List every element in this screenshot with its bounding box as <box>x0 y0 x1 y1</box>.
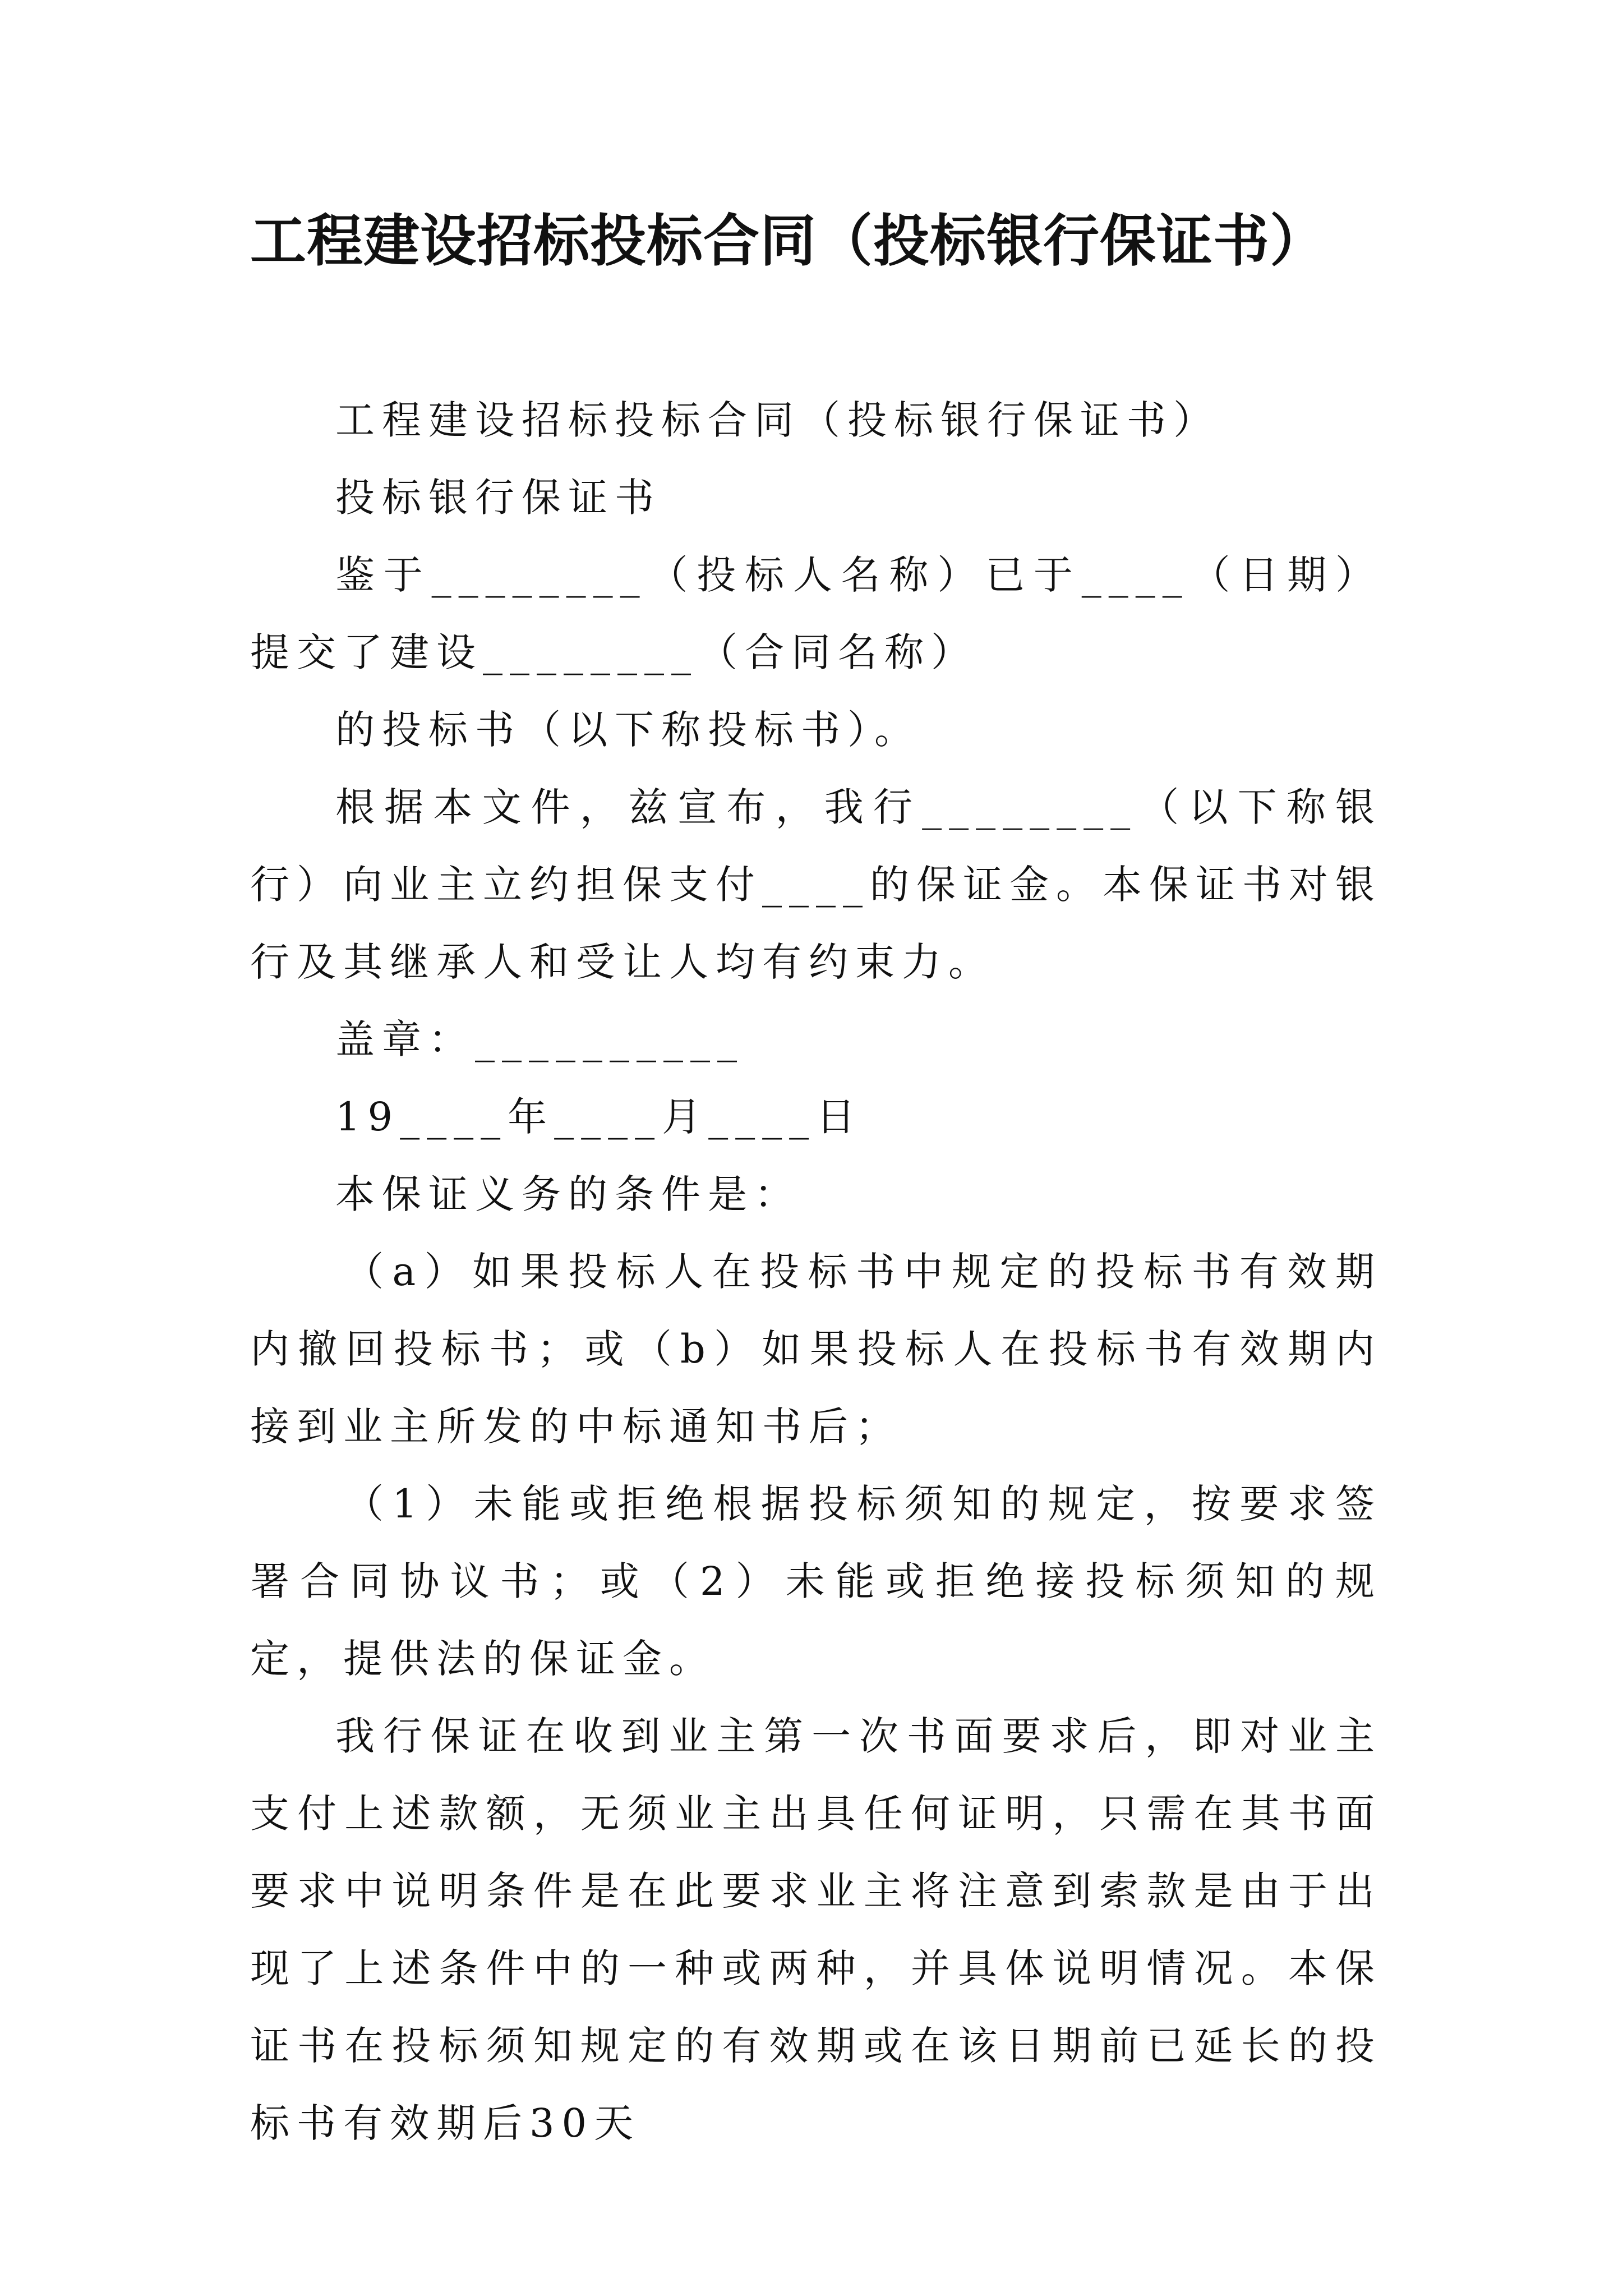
document-body <box>250 381 1382 2162</box>
document-title: 工程建设招标投标合同（投标银行保证书） <box>250 208 1326 274</box>
paragraph-condition-1-2: （1）未能或拒绝根据投标须知的规定，按要求签署合同协议书；或（2）未能或拒绝接投标须知的规定，提供法的保证金。 <box>250 1481 1382 1682</box>
paragraph-guarantee-terms: 我行保证在收到业主第一次书面要求后，即对业主支付上述款额，无须业主出具任何证明，只需在其书面要求中说明条件是在此要求业主将注意到索款是由于出现了上述条件中的一种或两种，并具体说明情况。本保证书在投标须知规定的有效期或在该日期前已延长的投标书有效期后30天 <box>250 1713 1382 2146</box>
paragraph-date: 19____年____月____日 <box>335 1094 863 1140</box>
paragraph-heading-repeat: 工程建设招标投标合同（投标银行保证书） <box>335 397 1220 443</box>
paragraph-seal: 盖章：__________ <box>335 1016 744 1062</box>
paragraph-condition-a-b: （a）如果投标人在投标书中规定的投标书有效期内撤回投标书；或（b）如果投标人在投标书有效期内接到业主所发的中标通知书后； <box>250 1249 1382 1450</box>
paragraph-bid-reference: 的投标书（以下称投标书）。 <box>335 707 921 753</box>
paragraph-subtitle: 投标银行保证书 <box>335 475 661 521</box>
paragraph-whereas: 鉴于________（投标人名称）已于____（日期）提交了建设________（合同名称） <box>250 552 1382 675</box>
paragraph-declaration: 根据本文件，兹宣布，我行________（以下称银行）向业主立约担保支付____的保证金。本保证书对银行及其继承人和受让人均有约束力。 <box>250 784 1382 985</box>
paragraph-conditions-intro: 本保证义务的条件是： <box>335 1171 801 1217</box>
